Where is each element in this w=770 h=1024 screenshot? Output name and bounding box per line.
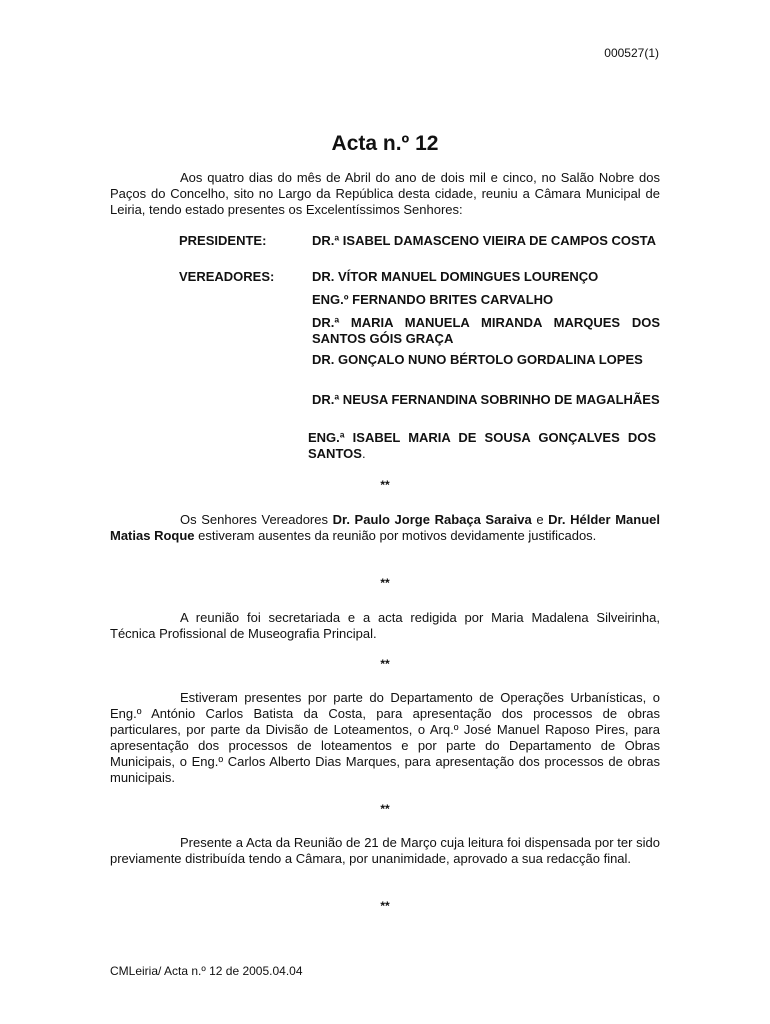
absent-text-3: estiveram ausentes da reunião por motivos devidamente justificados. [194,528,597,543]
minutes-paragraph [110,835,660,867]
absent-text-2: e [531,512,549,527]
section-separator: ** [380,802,390,816]
page-footer: CMLeiria/ Acta n.º 12 de 2005.04.04 [110,964,303,978]
section-separator: ** [380,576,390,590]
intro-text: Aos quatro dias do mês de Abril do ano de dois mil e cinco, no Salão Nobre dos Paços do Concelho, sito no Largo da República desta cidade, reuniu a Câmara Municipal de Leiria, tendo estado presentes os Excelentíssimos Senhores: [110,170,660,217]
president-label: PRESIDENTE: [179,233,267,248]
councillor-name: DR.ª MARIA MANUELA MIRANDA MARQUES DOS SANTOS GÓIS GRAÇA [312,315,660,346]
councillor-name: ENG.º FERNANDO BRITES CARVALHO [312,292,554,307]
secretary-paragraph [110,610,660,642]
councillor-name [308,430,656,462]
section-separator: ** [380,899,390,913]
absent-text-1: Os Senhores Vereadores [180,512,333,527]
councillor-name-text: ENG.ª ISABEL MARIA DE SOUSA GONÇALVES DOS SANTOS [308,430,656,461]
councillors-label: VEREADORES: [179,269,275,284]
secretary-text: A reunião foi secretariada e a acta redigida por Maria Madalena Silveirinha, Técnica Profissional de Museografia Principal. [110,610,660,641]
absent-name-1: Dr. Paulo Jorge Rabaça Saraiva [332,512,532,527]
minutes-text: Presente a Acta da Reunião de 21 de Março cuja leitura foi dispensada por ter sido previamente distribuída tendo a Câmara, por unanimidade, aprovado a sua redacção final. [110,835,660,866]
absent-paragraph [110,512,660,544]
final-period: . [361,446,366,461]
section-separator: ** [380,478,390,492]
intro-paragraph [110,170,660,218]
staff-paragraph [110,690,660,786]
section-separator: ** [380,657,390,671]
document-title: Acta n.º 12 [331,132,439,155]
councillor-name: DR. VÍTOR MANUEL DOMINGUES LOURENÇO [312,269,599,284]
councillor-name: DR. GONÇALO NUNO BÉRTOLO GORDALINA LOPES [312,352,643,367]
absent-name-2: Dr. Hélder Manuel Matias Roque [110,512,660,543]
councillor-name: DR.ª NEUSA FERNANDINA SOBRINHO DE MAGALHÃES [312,392,660,407]
staff-text: Estiveram presentes por parte do Departamento de Operações Urbanísticas, o Eng.º António Carlos Batista da Costa, para apresentação dos processos de obras particulares, por parte da Divisão de Loteamentos, o Arq.º José Manuel Raposo Pires, para apresentação dos processos de loteamentos e por parte do Departamento de Obras Municipais, o Eng.º Carlos Alberto Dias Marques, para apresentação dos processos de obras municipais. [110,690,660,785]
president-name: DR.ª ISABEL DAMASCENO VIEIRA DE CAMPOS COSTA [312,233,657,248]
page-number: 000527(1) [604,46,659,60]
